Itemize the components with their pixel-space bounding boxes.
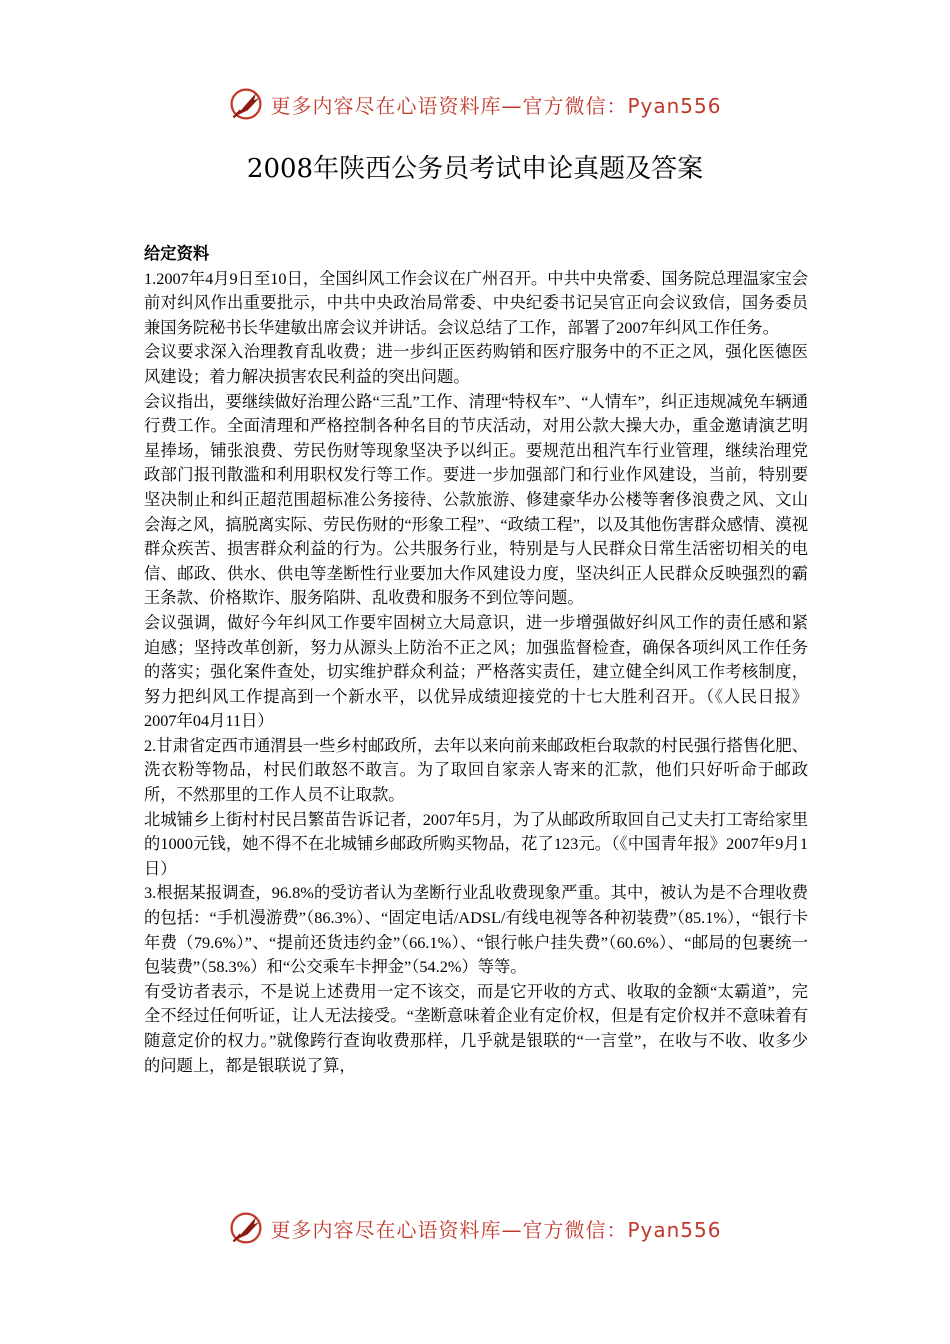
footer-banner-text: 更多内容尽在心语资料库—官方微信：Pyan556: [270, 1217, 722, 1242]
header-banner[interactable]: [0, 84, 950, 124]
footer-banner[interactable]: [0, 1208, 950, 1248]
paragraph: 1.2007年4月9日至10日，全国纠风工作会议在广州召开。中共中央常委、国务院总理温家宝会前对纠风作出重要批示，中共中央政治局常委、中央纪委书记吴官正向会议致信，国务委员兼国务院秘书长华建敏出席会议并讲话。会议总结了工作，部署了2007年纠风工作任务。: [144, 268, 808, 337]
paragraph: 有受访者表示，不是说上述费用一定不该交，而是它开收的方式、收取的金额“太霸道”，完全不经过任何听证，让人无法接受。“垄断意味着企业有定价权，但是有定价权并不意味着有随意定价的权力。”就像跨行查询收费那样，几乎就是银联的“一言堂”，在收与不收、收多少的问题上，都是银联说了算，: [144, 981, 808, 1075]
paragraph: 会议强调，做好今年纠风工作要牢固树立大局意识，进一步增强做好纠风工作的责任感和紧迫感；坚持改革创新，努力从源头上防治不正之风；加强监督检查，确保各项纠风工作任务的落实；强化案件查处，切实维护群众利益；严格落实责任，建立健全纠风工作考核制度，努力把纠风工作提高到一个新水平，以优异成绩迎接党的十七大胜利召开。（《人民日报》2007年04月11日）: [144, 612, 808, 731]
document-title: 2008年陕西公务员考试申论真题及答案: [246, 154, 704, 184]
section-heading: 给定资料: [144, 244, 210, 263]
paragraph: 会议指出，要继续做好治理公路“三乱”工作、清理“特权车”、“人情车”，纠正违规减免车辆通行费工作。全面清理和严格控制各种名目的节庆活动，对用公款大操大办，重金邀请演艺明星捧场，铺张浪费、劳民伤财等现象坚决予以纠正。要规范出租汽车行业管理，继续治理党政部门报刊散滥和利用职权发行等工作。要进一步加强部门和行业作风建设，当前，特别要坚决制止和纠正超范围超标准公务接待、公款旅游、修建豪华办公楼等奢侈浪费之风、文山会海之风，搞脱离实际、劳民伤财的“形象工程”、“政绩工程”，以及其他伤害群众感情、漠视群众疾苦、损害群众利益的行为。公共服务行业，特别是与人民群众日常生活密切相关的电信、邮政、供水、供电等垄断性行业要加大作风建设力度，坚决纠正人民群众反映强烈的霸王条款、价格欺诈、服务陷阱、乱收费和服务不到位等问题。: [144, 391, 808, 608]
paragraph: 会议要求深入治理教育乱收费；进一步纠正医药购销和医疗服务中的不正之风，强化医德医风建设；着力解决损害农民利益的突出问题。: [144, 342, 808, 386]
paragraph: 北城铺乡上街村村民吕繁苗告诉记者，2007年5月，为了从邮政所取回自己丈夫打工寄给家里的1000元钱，她不得不在北城铺乡邮政所购买物品，花了123元。（《中国青年报》2007年9月1日）: [144, 809, 808, 878]
document-body: [144, 242, 808, 1078]
quill-logo-icon: [228, 86, 264, 122]
header-banner-text: 更多内容尽在心语资料库—官方微信：Pyan556: [270, 93, 722, 118]
paragraph: 2.甘肃省定西市通渭县一些乡村邮政所，去年以来向前来邮政柜台取款的村民强行搭售化肥、洗衣粉等物品，村民们敢怒不敢言。为了取回自家亲人寄来的汇款，他们只好听命于邮政所，不然那里的工作人员不让取款。: [144, 735, 808, 805]
quill-logo-icon: [228, 1210, 264, 1246]
paragraph: 3.根据某报调查，96.8%的受访者认为垄断行业乱收费现象严重。其中，被认为是不合理收费的包括：“手机漫游费”（86.3%）、“固定电话/ADSL/有线电视等各种初装费”（85.1%），“银行卡年费（79.6%）”、“提前还货违约金”（66.1%）、“银行帐户挂失费”（60.6%）、“邮局的包裹统一包装费”（58.3%）和“公交乘车卡押金”（54.2%）等等。: [144, 883, 808, 977]
